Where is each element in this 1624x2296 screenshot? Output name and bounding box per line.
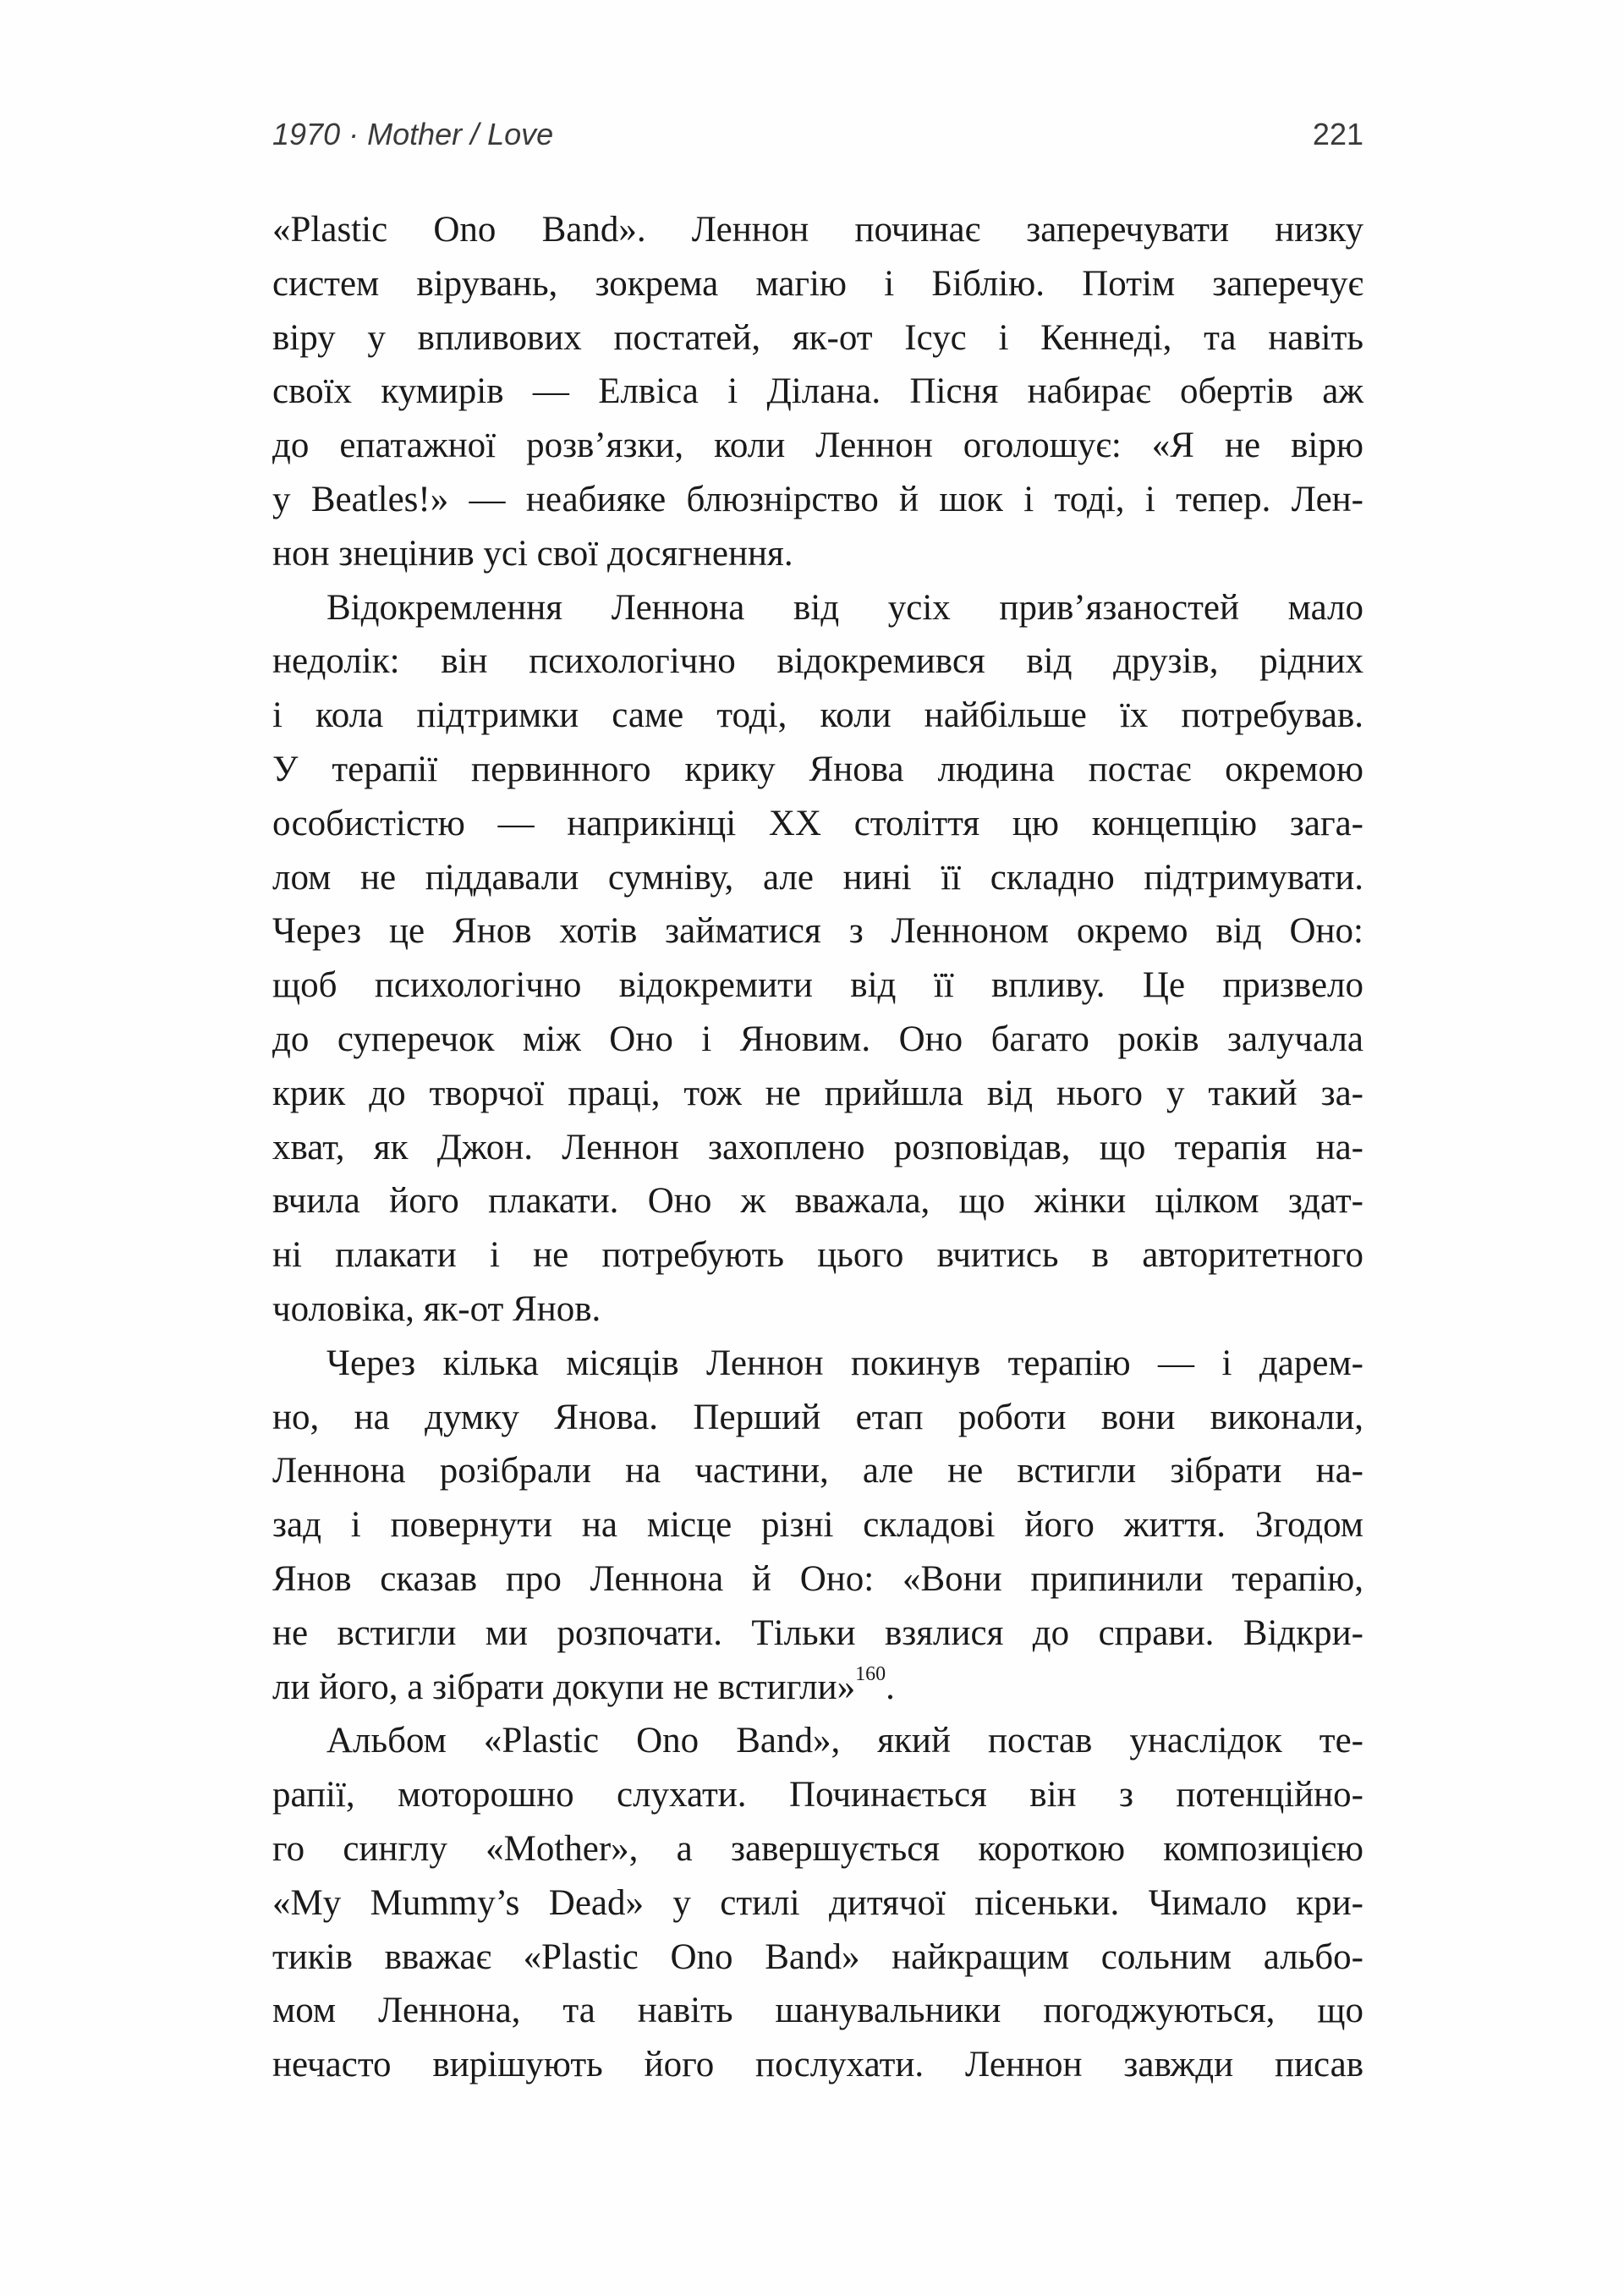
text-line: У терапії первинного крику Янова людина постає окремою [272, 749, 1363, 789]
running-title: 1970 · Mother / Love [272, 117, 554, 151]
text-line: зад і повернути на місце різні складові його життя. Згодом [272, 1505, 1363, 1546]
paragraph [272, 203, 1363, 581]
paragraph [272, 1714, 1363, 2092]
text-line: ні плакати і не потребують цього вчитись в авторитетного [272, 1235, 1363, 1276]
text-line: крик до творчої праці, тож не прийшла від нього у такий за- [272, 1073, 1363, 1113]
text-line: до суперечок між Оно і Яновим. Оно багато років залучала [272, 1019, 1363, 1059]
text-line: мом Леннона, та навіть шанувальники погоджуються, що [272, 1991, 1363, 2031]
body-text [272, 203, 1363, 2092]
text-line: чоловіка, як-от Янов. [272, 1288, 601, 1329]
text-line: Через кілька місяців Леннон покинув терапію — і дарем- [326, 1343, 1363, 1383]
text-line: своїх кумирів — Елвіса і Ділана. Пісня набирає обертів аж [272, 371, 1363, 412]
text-line: тиків вважає «Plastic Ono Band» найкращим сольним альбо- [272, 1936, 1363, 1977]
text-line: Леннона розібрали на частини, але не встигли зібрати на- [272, 1451, 1363, 1491]
text-line: вчила його плакати. Оно ж вважала, що жінки цілком здат- [272, 1181, 1363, 1222]
text-line: систем вірувань, зокрема магію і Біблію. Потім заперечує [272, 263, 1363, 304]
text-line: недолік: він психологічно відокремився від друзів, рідних [272, 641, 1363, 682]
text-line: Відокремлення Леннона від усіх прив’язаностей мало [326, 587, 1363, 628]
text-fragment: . [886, 1667, 895, 1707]
text-line: нон знецінив усі свої досягнення. [272, 533, 793, 574]
text-line: щоб психологічно відокремити від її впливу. Це призвело [272, 965, 1363, 1006]
paragraph [272, 581, 1363, 1337]
running-header [272, 117, 1363, 159]
text-line: хват, як Джон. Леннон захоплено розповідав, що терапія на- [272, 1127, 1363, 1167]
text-fragment: ли його, а зібрати докупи не встигли» [272, 1667, 856, 1707]
text-line: особистістю — наприкінці XX століття цю концепцію зага- [272, 803, 1363, 843]
text-line: віру у впливових постатей, як-от Ісус і Кеннеді, та навіть [272, 317, 1363, 358]
text-line: до епатажної розв’язки, коли Леннон оголошує: «Я не вірю [272, 426, 1363, 466]
text-line: но, на думку Янова. Перший етап роботи вони виконали, [272, 1397, 1363, 1437]
text-line: нечасто вирішують його послухати. Леннон завжди писав [272, 2045, 1363, 2085]
text-line: і кола підтримки саме тоді, коли найбільше їх потребував. [272, 695, 1363, 736]
text-line: лом не піддавали сумніву, але нині її складно підтримувати. [272, 857, 1363, 898]
text-line: рапії, моторошно слухати. Починається він з потенційно- [272, 1775, 1363, 1815]
text-line: Альбом «Plastic Ono Band», який постав унаслідок те- [326, 1721, 1363, 1761]
text-line: «Plastic Ono Band». Леннон починає заперечувати низку [272, 210, 1363, 250]
text-line: «My Mummy’s Dead» у стилі дитячої пісеньки. Чимало кри- [272, 1882, 1363, 1923]
text-line: Янов сказав про Леннона й Оно: «Вони припинили терапію, [272, 1558, 1363, 1599]
text-line: не встигли ми розпочати. Тільки взялися до справи. Відкри- [272, 1612, 1363, 1653]
text-line: Через це Янов хотів займатися з Ленноном окремо від Оно: [272, 911, 1363, 952]
paragraph [272, 1337, 1363, 1715]
text-line: у Beatles!» — неабияке блюзнірство й шок і тоді, і тепер. Лен- [272, 479, 1363, 519]
text-line: го синглу «Mother», а завершується короткою композицією [272, 1828, 1363, 1869]
text-line [272, 1661, 1363, 1715]
page-number: 221 [1312, 117, 1363, 151]
footnote-reference[interactable]: 160 [855, 1662, 886, 1685]
